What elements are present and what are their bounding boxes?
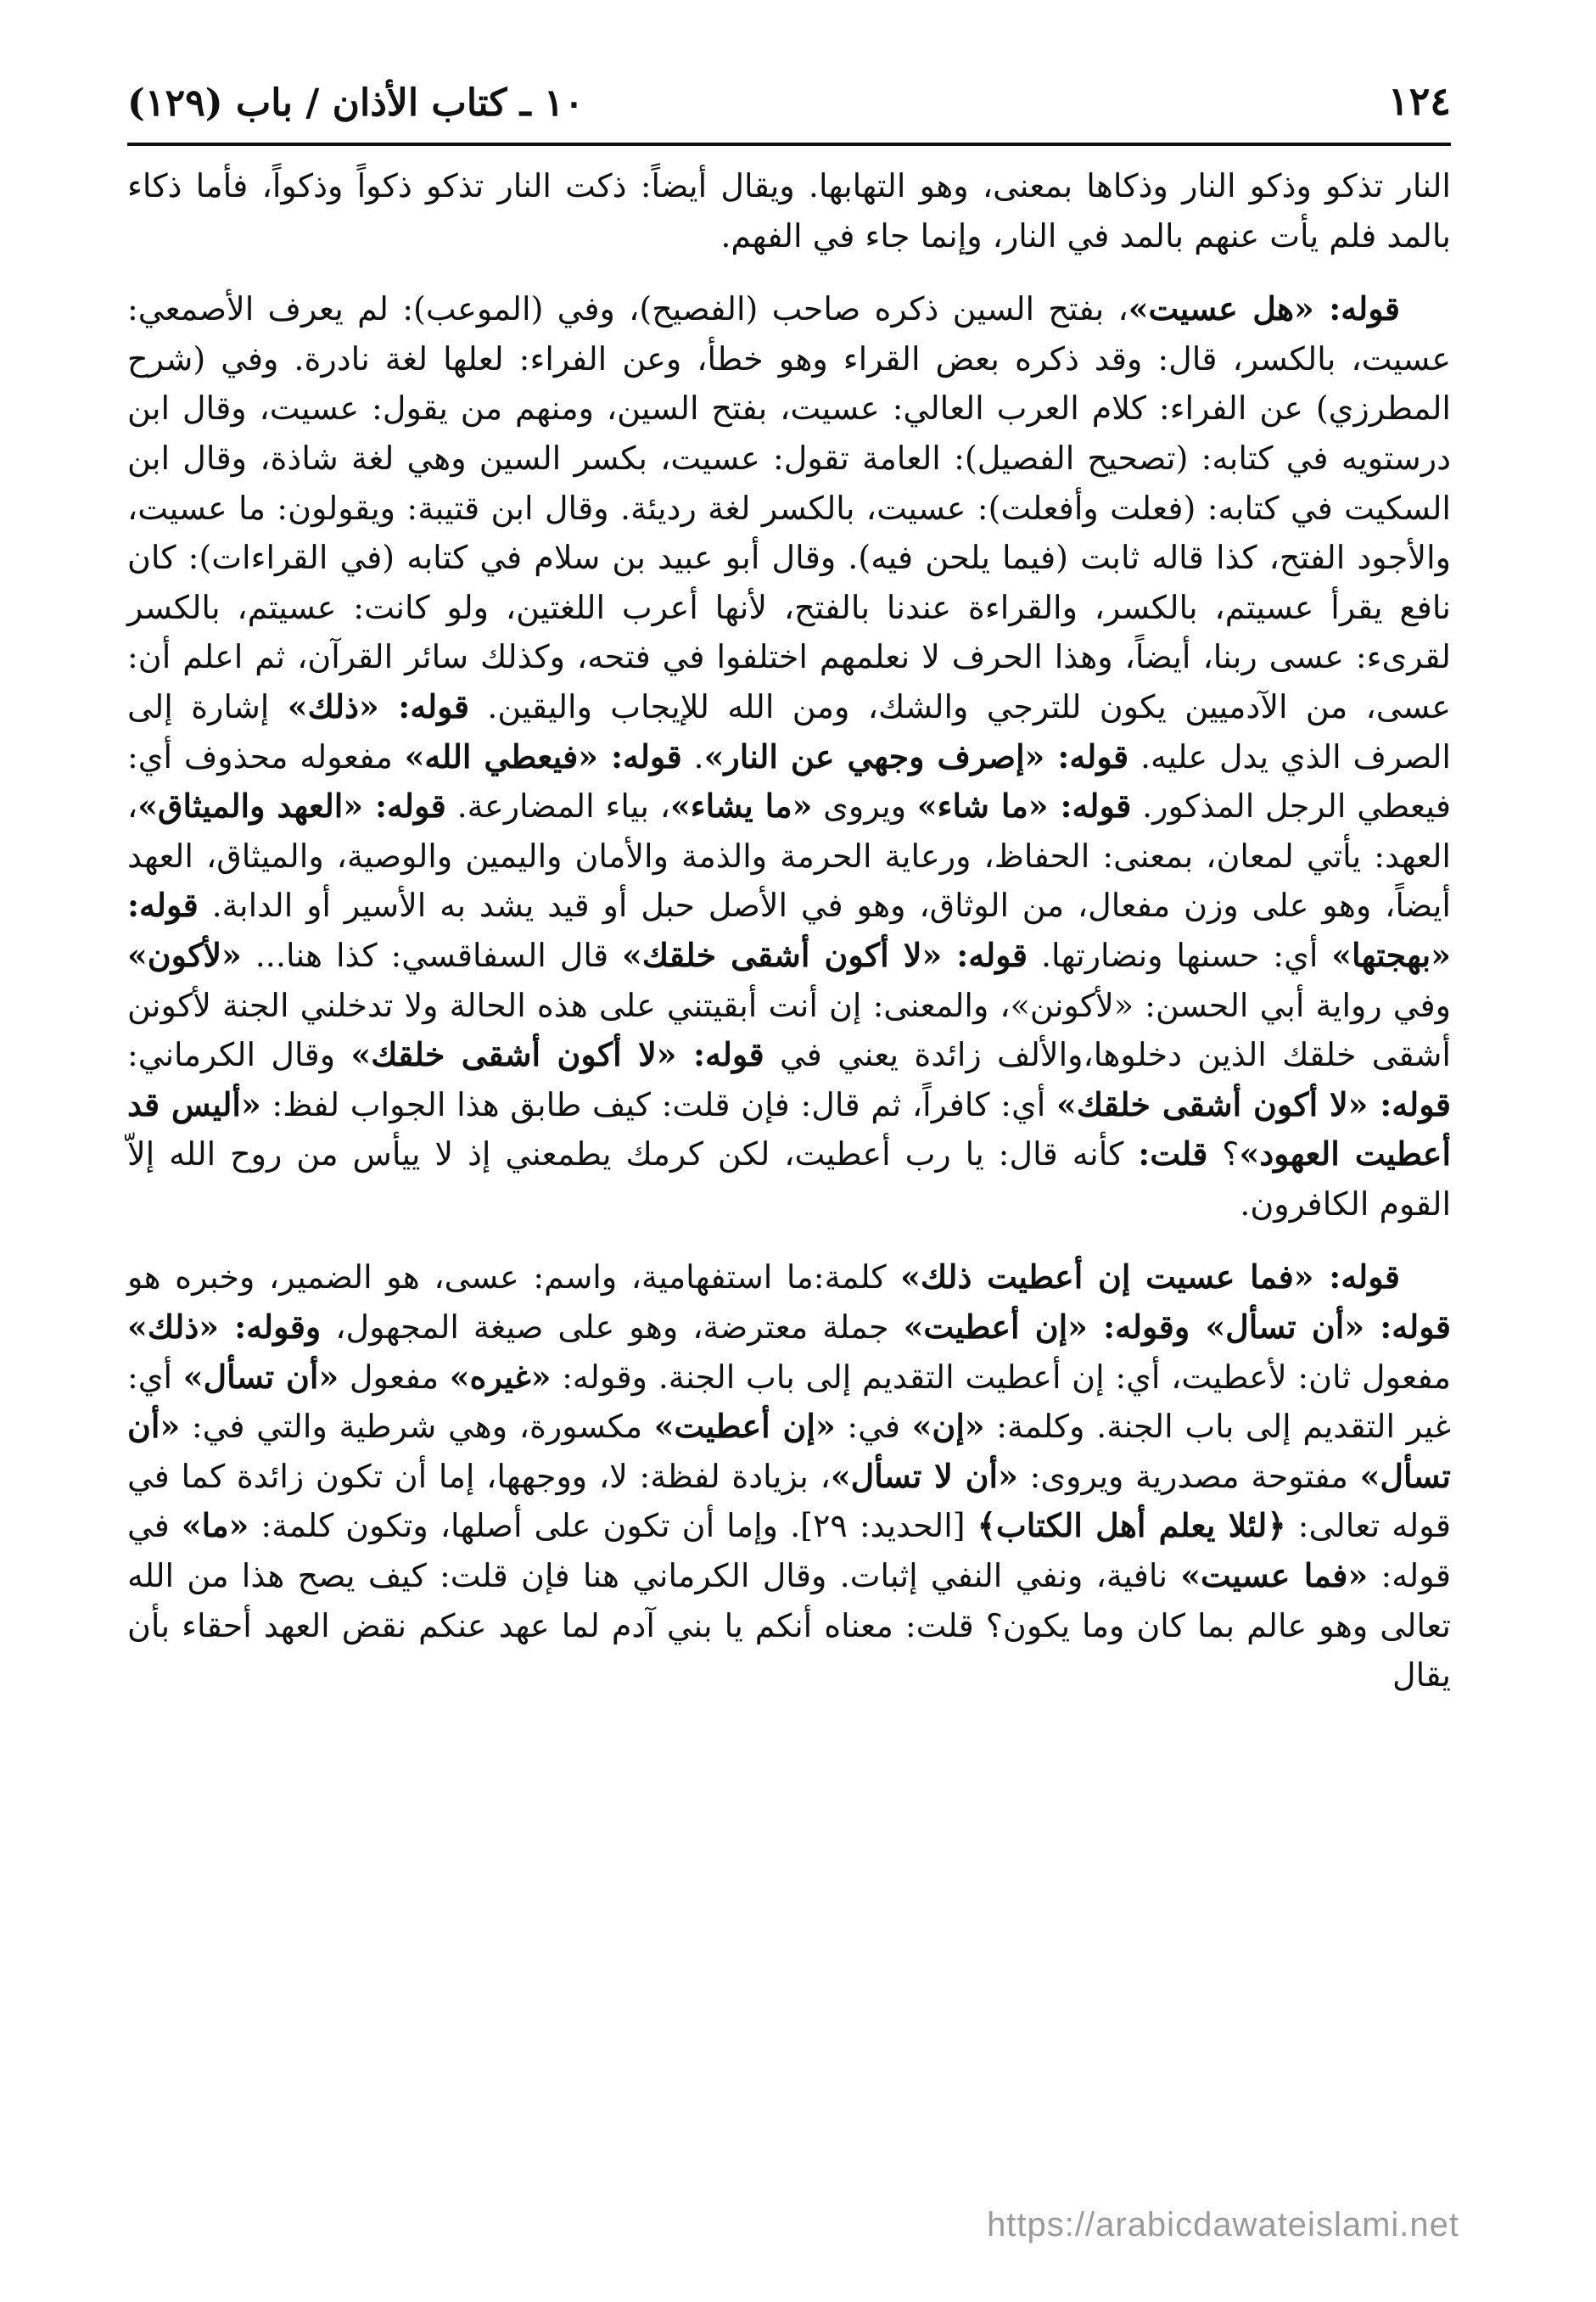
commentary-text: ؟	[1207, 1135, 1240, 1173]
quoted-phrase: ﴿لئلا يعلم أهل الكتاب﴾	[977, 1506, 1286, 1545]
commentary-text: مفتوحة مصدرية ويروى:	[1017, 1457, 1360, 1495]
quoted-phrase: «غيره»	[449, 1357, 552, 1396]
commentary-text: ، بفتح السين ذكره صاحب (الفصيح)، وفي (الموعب): لم يعرف الأصمعي: عسيت، بالكسر، قال: وقد ذكره بعض القراء وهو خطأ، وعن الفراء: لعلها لغة نادرة. وفي (شرح المطرزي) عن الفراء: كلام العرب العالي: عسيت، بفتح السين، ومنهم من يقول: عسيت، وقال ابن درستويه في كتابه: (تصحيح الفصيل): العامة تقول: عسيت، بكسر السين وهي لغة شاذة، وقال ابن السكيت في كتابه: (فعلت وأفعلت): عسيت، بالكسر لغة رديئة. وقال ابن قتيبة: ويقولون: ما عسيت، والأجود الفتح، كذا قاله ثابت (فيما يلحن فيه). وقال أبو عبيد بن سلام في كتابه (في القراءات): كان نافع يقرأ عسيتم، بالكسر، والقراءة عندنا بالفتح، لأنها أعرب اللغتين، ولو كانت: عسيتم، بالكسر لقرىء: عسى ربنا، أيضاً، وهذا الحرف لا نعلمهم اختلفوا في فتحه، وكذلك سائر القرآن، ثم اعلم أن: عسى، من الآدميين يكون للترجي والشك، ومن الله للإيجاب واليقين.	[127, 290, 1452, 725]
quoted-phrase: «إن»	[911, 1407, 985, 1446]
commentary-text: أي: حسنها ونضارتها.	[1028, 936, 1332, 974]
commentary-text: وفي رواية أبي الحسن: «لأكونن»، والمعنى: إن أنت أبقيتني على هذه الحالة ولا تدخلني الجنة لأكونن أشقى خلقك الذين دخلوها،والألف زائدة يعني في	[127, 986, 1451, 1074]
commentary-text: ، العهد: يأتي لمعان، بمعنى: الحفاظ، ورعاية الحرمة والذمة والأمان واليمين والوصية، والميثاق، العهد أيضاً، وهو على وزن مفعال، من الوثاق، وهو في الأصل حبل أو قيد يشد به الأسير أو الدابة.	[127, 787, 1451, 925]
watermark-url: https://arabicdawateislami.net	[987, 2206, 1459, 2243]
quoted-phrase: وقوله: «ذلك»	[127, 1308, 322, 1347]
quoted-phrase: «إن أعطيت»	[653, 1407, 836, 1446]
quoted-phrase: «أليس قد أعطيت العهود»	[127, 1084, 1452, 1173]
quoted-phrase: «ما»	[181, 1506, 249, 1545]
commentary-text: مفعوله محذوف أي: فيعطي الرجل المذكور.	[127, 737, 1452, 826]
commentary-text: كأنه قال: يا رب أعطيت، لكن كرمك يطمعني إذ لا ييأس من روح الله إلاّ القوم الكافرون.	[127, 1135, 1451, 1223]
quoted-phrase: قلت:	[1138, 1134, 1208, 1173]
commentary-text: نافية، ونفي النفي إثبات. وقال الكرماني هنا فإن قلت: كيف يصح هذا من الله تعالى وهو عالم بما كان وما يكون؟ قلت: معناه أنكم يا بني آدم لما عهد عنكم نقض العهد أحقاء بأن يقال	[127, 1557, 1451, 1694]
commentary-text: في:	[835, 1408, 912, 1446]
commentary-text: أي: غير التقديم إلى باب الجنة. وكلمة:	[127, 1358, 1451, 1446]
quoted-phrase: «أن لا تسأل»	[830, 1456, 1018, 1495]
quoted-phrase: «أن تسأل»	[182, 1357, 339, 1396]
commentary-text: كلمة:ما استفهامية، واسم: عسى، هو الضمير، وخبره هو	[127, 1258, 901, 1297]
commentary-text: جملة معترضة، وهو على صيغة المجهول،	[321, 1308, 904, 1347]
commentary-text: ، بياء المضارعة.	[445, 787, 671, 826]
quoted-phrase: قوله: «ذلك»	[287, 686, 469, 725]
quoted-phrase: قوله: «ما شاء»	[916, 787, 1132, 826]
quoted-phrase: قوله: «لا أكون أشقى خلقك»	[1056, 1084, 1452, 1123]
quoted-phrase: «فما عسيت»	[1180, 1556, 1369, 1595]
running-title: ١٠ ـ كتاب الأذان / باب (١٢٩)	[127, 81, 585, 125]
quoted-phrase: «لأكون»	[127, 935, 242, 974]
commentary-text: في قوله:	[127, 1507, 1451, 1595]
quoted-phrase: قوله: «العهد والميثاق»	[137, 787, 446, 826]
commentary-text: مفعول ثان: لأعطيت، أي: إن أعطيت التقديم إلى باب الجنة. وقوله:	[551, 1358, 1452, 1396]
commentary-text: [الحديد: ٢٩]. وإما أن تكون على أصلها، وتكون كلمة:	[249, 1507, 977, 1545]
header-divider	[127, 143, 1451, 146]
commentary-text: ويروى	[812, 787, 917, 826]
paragraph-fama-asayta	[127, 1252, 1451, 1700]
commentary-text: النار تذكو وذكو النار وذكاها بمعنى، وهو التهابها. ويقال أيضاً: ذكت النار تذكو ذكواً وذكواً، فأما ذكاء بالمد فلم يأت عنهم بالمد في النار، وإنما جاء في الفهم.	[127, 167, 1451, 255]
commentary-text: إشارة إلى الصرف الذي يدل عليه.	[127, 687, 1451, 776]
commentary-text: .	[681, 737, 704, 776]
commentary-text: قال السفاقسي: كذا هنا...	[241, 936, 623, 974]
paragraph-hal-asayta	[127, 284, 1451, 1229]
commentary-text: وقال الكرماني:	[127, 1036, 351, 1074]
commentary-text: ، بزيادة لفظة: لا، ووجهها، إما أن تكون زائدة كما في قوله تعالى:	[127, 1457, 1451, 1545]
commentary-text: مفعول	[339, 1358, 450, 1396]
quoted-phrase: قوله: «إصرف وجهي عن النار»	[703, 737, 1129, 776]
quoted-phrase: «ما يشاء»	[670, 787, 813, 826]
quoted-phrase: «أن تسأل»	[127, 1407, 1451, 1495]
quoted-phrase: قوله: «هل عسيت»	[1128, 289, 1401, 328]
quoted-phrase: قوله: «لا أكون أشقى خلقك»	[622, 935, 1028, 974]
quoted-phrase: قوله: «أن تسأل» وقوله: «إن أعطيت»	[903, 1308, 1451, 1347]
quoted-phrase: قوله: «فيعطي الله»	[404, 737, 682, 776]
commentary-text: أي: كافراً، ثم قال: فإن قلت: كيف طابق هذا الجواب لفظ:	[260, 1085, 1056, 1123]
page-number: ١٢٤	[1387, 78, 1451, 124]
page-header	[127, 68, 1451, 136]
body-text	[127, 161, 1451, 1700]
quoted-phrase: قوله: «لا أكون أشقى خلقك»	[350, 1035, 764, 1074]
quoted-phrase: قوله: «بهجتها»	[127, 886, 1451, 974]
commentary-text: مكسورة، وهي شرطية والتي في:	[180, 1408, 654, 1446]
paragraph-intro	[127, 161, 1451, 260]
quoted-phrase: قوله: «فما عسيت إن أعطيت ذلك»	[900, 1257, 1400, 1297]
